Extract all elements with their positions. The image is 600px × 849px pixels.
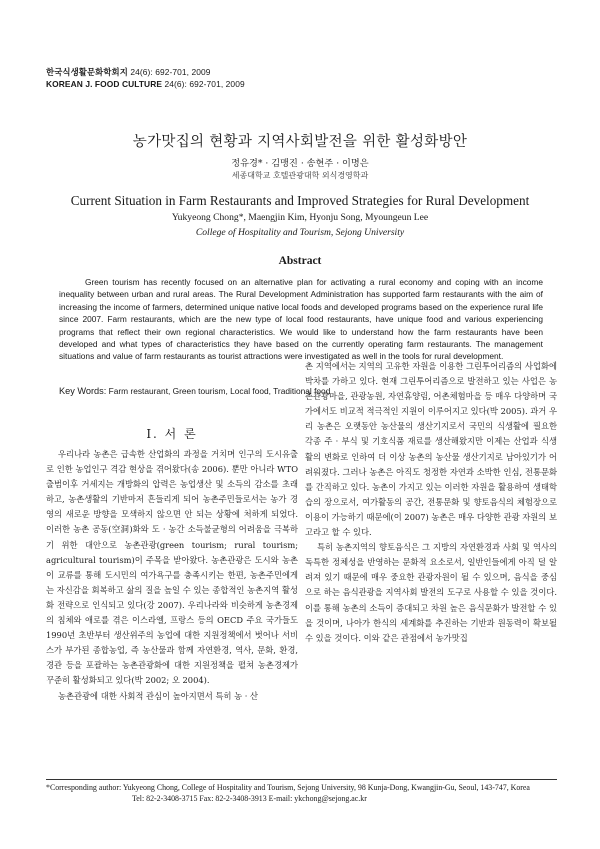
affiliation-english: College of Hospitality and Tourism, Sejong University [195, 227, 405, 238]
journal-volume-en: 24(6): 692-701, 2009 [164, 79, 245, 89]
corresponding-author-footnote [46, 782, 566, 804]
paper-title-english: Current Situation in Farm Restaurants and Improved Strategies for Rural Development [70, 193, 530, 208]
body-paragraph: 농촌관광에 대한 사회적 관심이 높아지면서 특히 농 · 산 [58, 690, 259, 701]
journal-name-en: KOREAN J. FOOD CULTURE [46, 79, 163, 89]
authors-korean: 정유경* · 김맹진 · 송현주 · 이명은 [231, 158, 369, 169]
journal-volume-kr: 24(6): 692-701, 2009 [130, 67, 211, 77]
body-column-right [305, 359, 557, 646]
footnote-line: *Corresponding author: Yukyeong Chong, College of Hospitality and Tourism, Sejong University, 98 Kunja-Dong, Kwangjin-Gu, Seoul, 143-747, Korea [46, 783, 530, 792]
body-column-left [46, 447, 298, 704]
body-paragraph: 우리나라 농촌은 급속한 산업화의 과정을 거치며 인구의 도시유출로 인한 농업인구 격감 현상을 겪어왔다(송 2006). 뿐만 아니라 WTO 출범이후 거세지는 개방화의 압력은 농업생산 및 소득의 감소를 초래하고, 농촌생활의 기반마저 흔들리게 되어 농촌주민들로서는 농가 경영의 새로운 방향을 모색하지 않으면 안 되는 상황에 처하게 되었다. 이러한 농촌 공동(空洞)화와 도 · 농간 소득불균형의 어려움을 극복하기 위한 대안으로 농촌관광(green tourism; rural tourism; agricultural tourism)이 주목을 받아왔다. 농촌관광은 도시와 농촌이 교류를 통해 도시민의 여가욕구를 충족시키는 한편, 농촌주민에게는 자신감을 회복하고 삶의 질을 높일 수 있는 종합적인 농촌지역 활성화 전략으로 인식되고 있다(강 2007). 우리나라와 비슷하게 농촌경제의 침체와 애로를 겪은 이스라엘, 프랑스 등의 OECD 주요 국가들도 1990년 초반부터 생산위주의 농업에 대한 지원정책에서 벗어나 서비스가 부가된 종합농업, 즉 농산물과 함께 자연환경, 역사, 문화, 환경, 경관 등을 포괄하는 농촌관광화에 대한 지원정책을 펼쳐 농촌경제가 꾸준히 활성화되고 있다(박 2002; 오 2004). [46, 449, 298, 686]
affiliation-korean: 세종대학교 호텔관광대학 외식경영학과 [231, 171, 369, 180]
keywords-list: Farm restaurant, Green tourism, Local food, Traditional food [108, 386, 331, 396]
authors-english: Yukyeong Chong*, Maengjin Kim, Hyonju Song, Myoungeun Lee [171, 212, 429, 223]
paper-title-korean: 농가맛집의 현황과 지역사회발전을 위한 활성화방안 [132, 134, 468, 150]
journal-name-kr: 한국식생활문화학회지 [46, 67, 128, 77]
abstract-heading: Abstract [278, 255, 322, 267]
footnote-divider [46, 779, 557, 780]
journal-line-kr [46, 66, 245, 78]
journal-header [46, 66, 245, 90]
abstract-text: Green tourism has recently focused on an alternative plan for activating a rural economy and coping with an income inequality between urban and rural areas. The Rural Development Administration has supported farm restaurants with the aim of increasing the income of farmers, determined unique native local foods and developed programs based on the experience rural life since 2007. Farm restaurants, which are the new type of local food restaurants, have unique food and various experiencing programs that reflect their own regional characteristics. We would like to understand how the farm restaurants have been developed and what types of characteristics they have based on the currently operating farm restaurants. The management situations and value of farm restaurants as tourist attractions were investigated as well in the tools for rural development. [59, 277, 543, 362]
body-paragraph: 촌 지역에서는 지역의 고유한 자원을 이용한 그린투어리즘의 사업화에 박차를 가하고 있다. 현재 그린투어리즘으로 발전하고 있는 사업은 농촌관광마을, 관광농원, 자연휴양림, 어촌체험마을 등 매우 다양하며 국가에서도 비교적 적극적인 지원이 이루어지고 있다(박 2005). 과거 우리 농촌은 오랫동안 농산물의 생산기지로서 국민의 식생활에 필요한 각종 주 · 부식 및 기호식품 재료를 생산해왔지만 이제는 산업과 식생활의 변화로 인하여 더 이상 농촌의 농산물 생산기지로 남아있기가 어려워졌다. 그러나 농촌은 아직도 청정한 자연과 소박한 인심, 전통문화를 간직하고 있다. 농촌이 가지고 있는 이러한 자원을 활용하여 생태학습의 장으로서, 여가활동의 공간, 전통문화 및 향토음식의 체험장으로 이용이 가능하기 때문에(이 2007) 농촌은 매우 다양한 관광 자원의 보고라고 할 수 있다. [305, 361, 557, 538]
section-heading-introduction: Ⅰ. 서 론 [146, 427, 198, 441]
body-paragraph: 특히 농촌지역의 향토음식은 그 지방의 자연환경과 사회 및 역사의 독특한 정체성을 반영하는 문화적 요소로서, 일반인들에게 아직 덜 알려져 있기 때문에 매우 중요한 관광자원이 될 수 있으며, 음식을 중심으로 하는 음식관광을 지역사회 발전의 도구로 사용할 수 있을 것이다. 이를 통해 농촌의 소득이 증대되고 차원 높은 음식문화가 발전할 수 있을 것이며, 나아가 한식의 세계화를 추진하는 기반과 원동력이 확보될 수 있을 것이다. 이와 같은 관점에서 농가맛집 [305, 542, 557, 643]
footnote-contact-line: Tel: 82-2-3408-3715 Fax: 82-2-3408-3913 E-mail: ykchong@sejong.ac.kr [132, 794, 367, 803]
journal-line-en [46, 78, 245, 90]
keywords-label: Key Words: [59, 386, 107, 396]
